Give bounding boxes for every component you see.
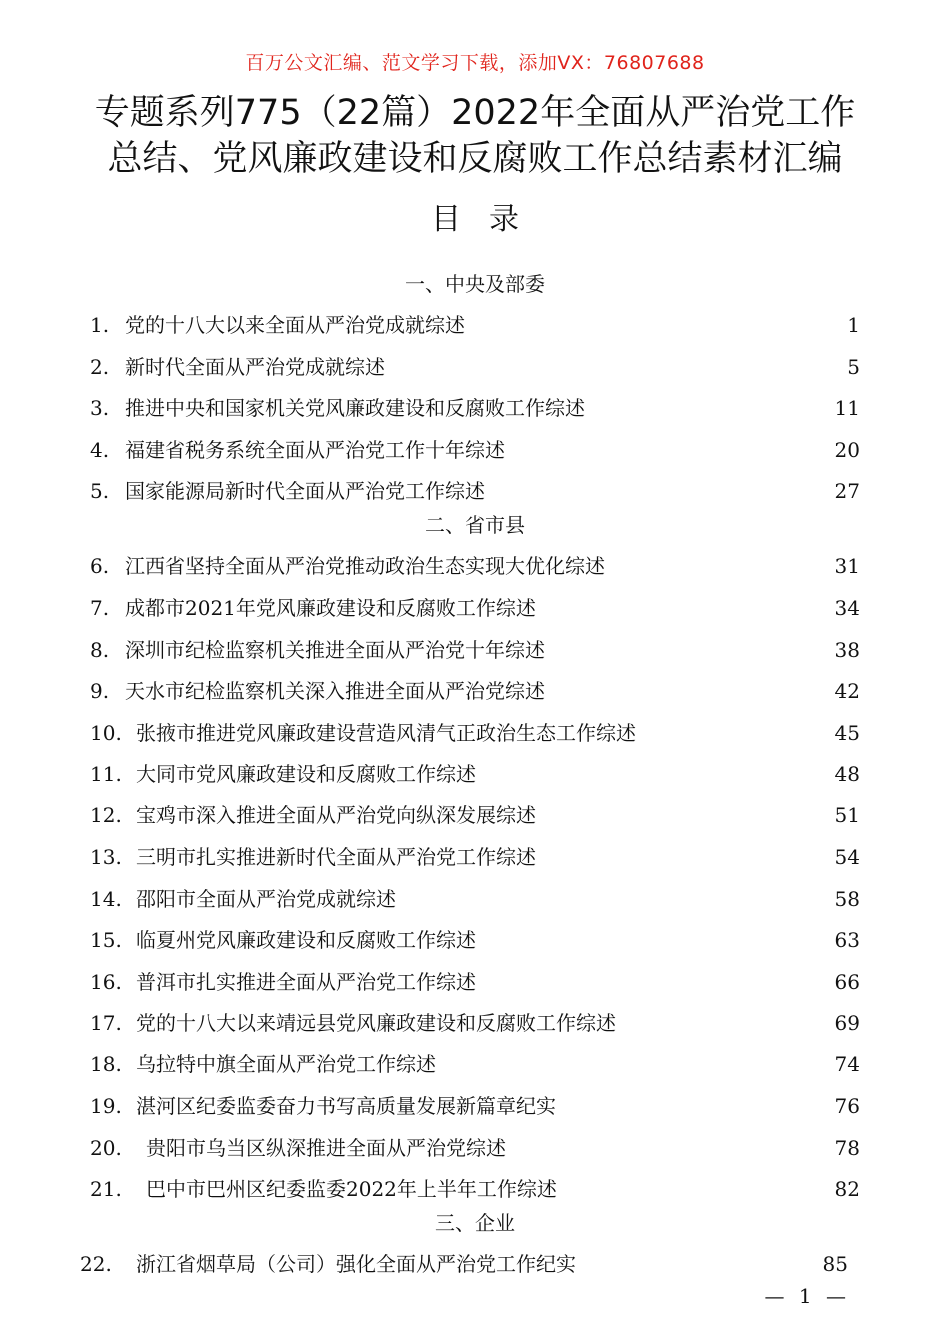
promo-banner: 百万公文汇编、范文学习下载，添加VX：76807688 — [245, 52, 705, 74]
entry-number: 1. — [90, 313, 110, 337]
toc-entry[interactable] — [0, 395, 950, 421]
entry-title: 推进中央和国家机关党风廉政建设和反腐败工作综述 — [125, 396, 585, 420]
section-heading-province: 二、省市县 — [425, 513, 525, 537]
toc-entry[interactable] — [0, 886, 950, 912]
entry-number: 15. — [90, 928, 122, 952]
entry-page: 78 — [834, 1136, 860, 1160]
entry-page: 82 — [834, 1177, 860, 1201]
toc-entry[interactable] — [0, 720, 950, 746]
entry-number: 3. — [90, 396, 110, 420]
toc-entry[interactable] — [0, 678, 950, 704]
entry-title: 大同市党风廉政建设和反腐败工作综述 — [136, 762, 476, 786]
entry-title: 巴中市巴州区纪委监委2022年上半年工作综述 — [146, 1177, 557, 1201]
entry-title: 天水市纪检监察机关深入推进全面从严治党综述 — [125, 679, 545, 703]
entry-title: 乌拉特中旗全面从严治党工作综述 — [136, 1052, 436, 1076]
entry-number: 5. — [90, 479, 110, 503]
entry-page: 1 — [847, 313, 860, 337]
entry-number: 12. — [90, 803, 122, 827]
page-number-footer: — 1 — — [764, 1284, 850, 1308]
toc-entry[interactable] — [0, 553, 950, 579]
toc-entry[interactable] — [0, 1251, 950, 1277]
toc-entry[interactable] — [0, 844, 950, 870]
entry-number: 10. — [90, 721, 122, 745]
entry-number: 13. — [90, 845, 122, 869]
entry-page: 54 — [834, 845, 860, 869]
entry-title: 湛河区纪委监委奋力书写高质量发展新篇章纪实 — [136, 1094, 556, 1118]
entry-page: 27 — [834, 479, 860, 503]
entry-page: 11 — [834, 396, 860, 420]
toc-heading: 目录 — [431, 202, 547, 237]
entry-title: 宝鸡市深入推进全面从严治党向纵深发展综述 — [136, 803, 536, 827]
entry-number: 16. — [90, 970, 122, 994]
entry-number: 9. — [90, 679, 110, 703]
toc-entry[interactable] — [0, 1051, 950, 1077]
entry-page: 45 — [834, 721, 860, 745]
entry-number: 19. — [90, 1094, 122, 1118]
toc-entry[interactable] — [0, 1176, 950, 1202]
toc-entry[interactable] — [0, 437, 950, 463]
entry-title: 江西省坚持全面从严治党推动政治生态实现大优化综述 — [125, 554, 605, 578]
entry-title: 贵阳市乌当区纵深推进全面从严治党综述 — [146, 1136, 506, 1160]
entry-page: 85 — [822, 1252, 848, 1276]
section-heading-enterprise: 三、企业 — [435, 1211, 515, 1235]
entry-title: 党的十八大以来全面从严治党成就综述 — [125, 313, 465, 337]
document-title — [0, 90, 950, 182]
toc-entry[interactable] — [0, 802, 950, 828]
entry-title: 福建省税务系统全面从严治党工作十年综述 — [125, 438, 505, 462]
entry-title: 浙江省烟草局（公司）强化全面从严治党工作纪实 — [136, 1252, 576, 1276]
toc-entry[interactable] — [0, 1093, 950, 1119]
toc-entry[interactable] — [0, 1135, 950, 1161]
section-heading-central: 一、中央及部委 — [405, 272, 545, 296]
title-line-1: 专题系列775（22篇）2022年全面从严治党工作 — [94, 93, 856, 133]
toc-entry[interactable] — [0, 927, 950, 953]
entry-page: 20 — [834, 438, 860, 462]
entry-page: 63 — [834, 928, 860, 952]
title-line-2: 总结、党风廉政建设和反腐败工作总结素材汇编 — [107, 139, 843, 179]
entry-page: 38 — [834, 638, 860, 662]
toc-entry[interactable] — [0, 478, 950, 504]
entry-number: 14. — [90, 887, 122, 911]
entry-page: 5 — [847, 355, 860, 379]
entry-title: 深圳市纪检监察机关推进全面从严治党十年综述 — [125, 638, 545, 662]
toc-entry[interactable] — [0, 595, 950, 621]
entry-title: 新时代全面从严治党成就综述 — [125, 355, 385, 379]
entry-number: 6. — [90, 554, 110, 578]
toc-entry[interactable] — [0, 637, 950, 663]
entry-page: 74 — [834, 1052, 860, 1076]
entry-title: 三明市扎实推进新时代全面从严治党工作综述 — [136, 845, 536, 869]
entry-title: 邵阳市全面从严治党成就综述 — [136, 887, 396, 911]
entry-page: 48 — [834, 762, 860, 786]
entry-number: 21. — [90, 1177, 122, 1201]
entry-number: 4. — [90, 438, 110, 462]
entry-page: 51 — [834, 803, 860, 827]
entry-title: 党的十八大以来靖远县党风廉政建设和反腐败工作综述 — [136, 1011, 616, 1035]
entry-number: 2. — [90, 355, 110, 379]
entry-page: 31 — [834, 554, 860, 578]
entry-title: 普洱市扎实推进全面从严治党工作综述 — [136, 970, 476, 994]
toc-entry[interactable] — [0, 969, 950, 995]
entry-page: 76 — [834, 1094, 860, 1118]
entry-title: 临夏州党风廉政建设和反腐败工作综述 — [136, 928, 476, 952]
entry-number: 7. — [90, 596, 110, 620]
entry-number: 17. — [90, 1011, 122, 1035]
entry-number: 8. — [90, 638, 110, 662]
entry-page: 69 — [834, 1011, 860, 1035]
toc-entry[interactable] — [0, 312, 950, 338]
entry-number: 22. — [80, 1252, 112, 1276]
entry-title: 成都市2021年党风廉政建设和反腐败工作综述 — [125, 596, 536, 620]
entry-title: 张掖市推进党风廉政建设营造风清气正政治生态工作综述 — [136, 721, 636, 745]
toc-entry[interactable] — [0, 354, 950, 380]
toc-entry[interactable] — [0, 1010, 950, 1036]
toc-entry[interactable] — [0, 761, 950, 787]
entry-page: 34 — [834, 596, 860, 620]
entry-title: 国家能源局新时代全面从严治党工作综述 — [125, 479, 485, 503]
entry-number: 20. — [90, 1136, 122, 1160]
entry-page: 66 — [834, 970, 860, 994]
entry-number: 11. — [90, 762, 122, 786]
entry-number: 18. — [90, 1052, 122, 1076]
entry-page: 58 — [834, 887, 860, 911]
entry-page: 42 — [834, 679, 860, 703]
